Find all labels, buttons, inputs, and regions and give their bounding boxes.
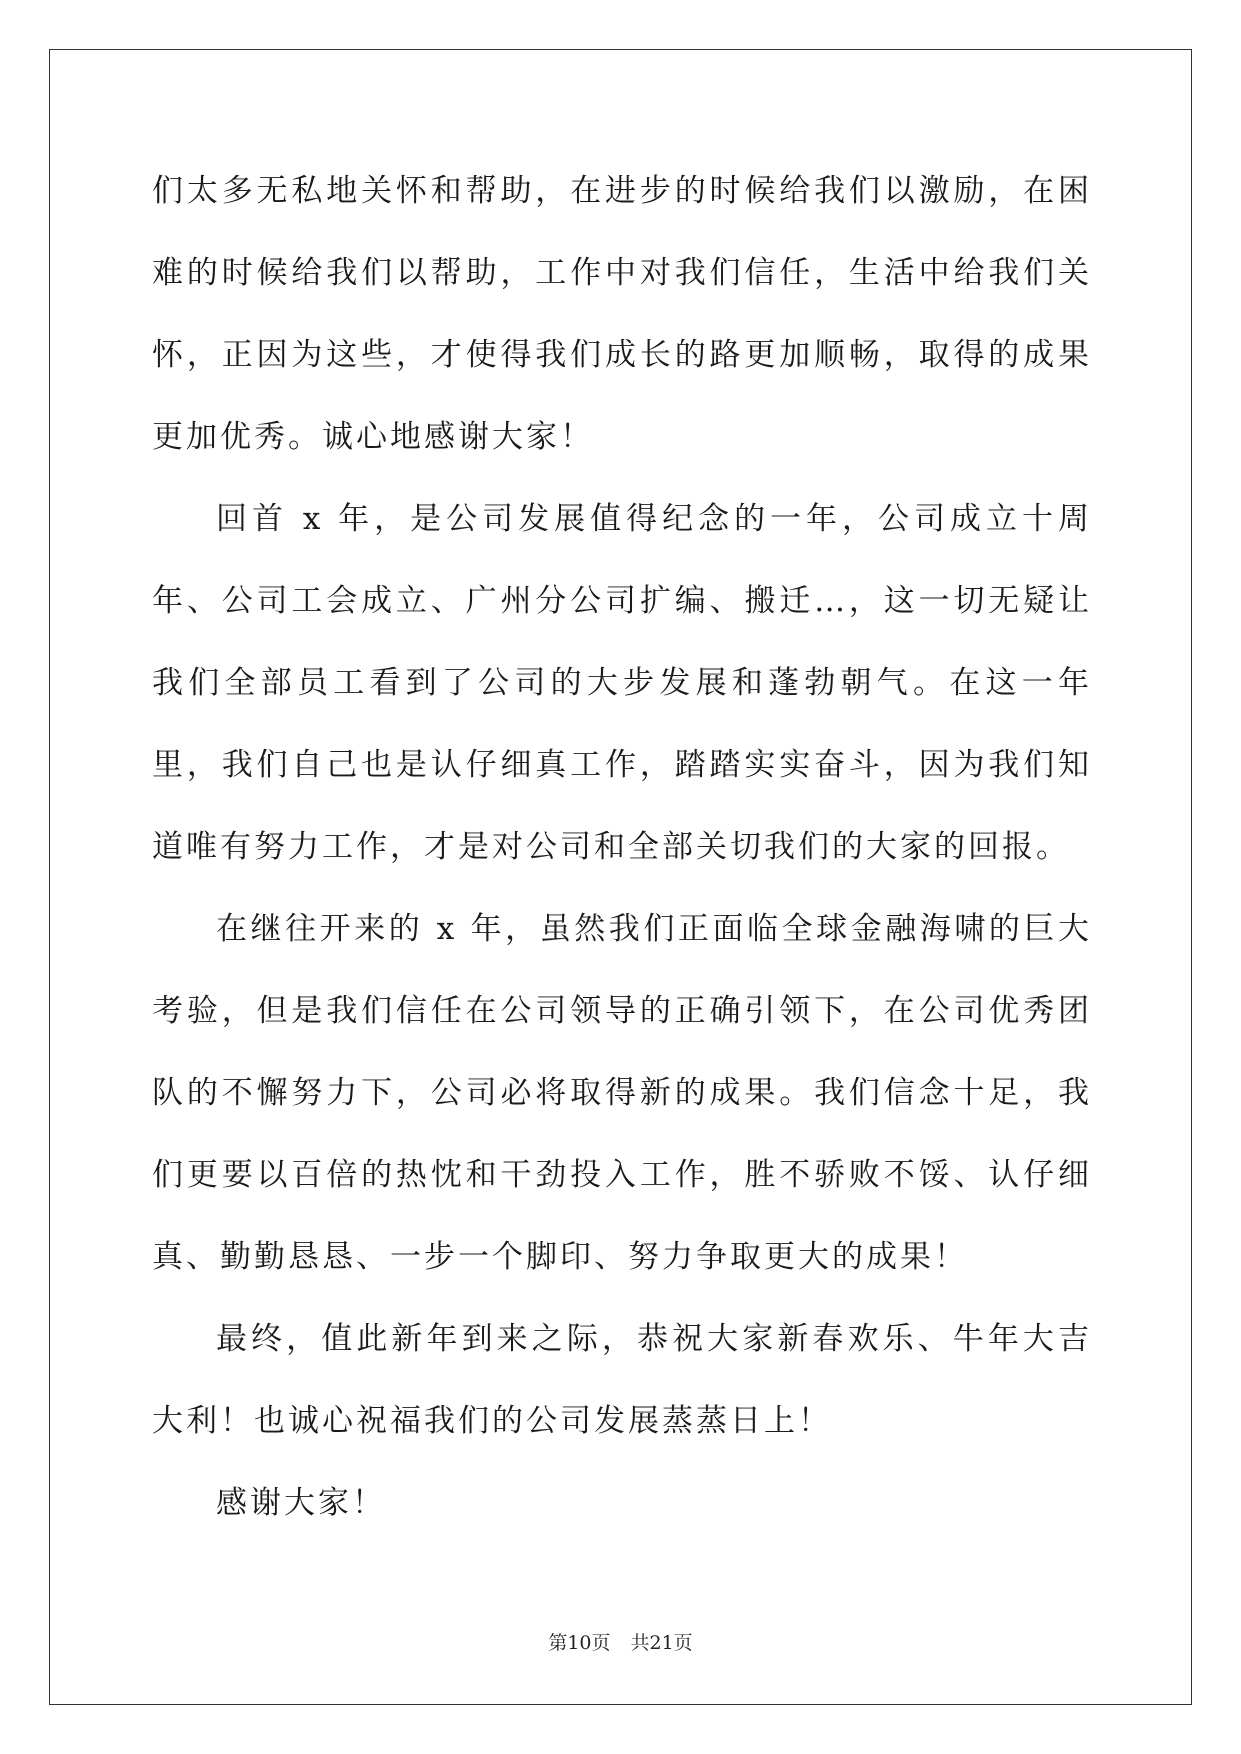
paragraph-wishes: 最终，值此新年到来之际，恭祝大家新春欢乐、牛年大吉大利！也诚心祝福我们的公司发展蒸蒸日上！ <box>152 1321 1092 1439</box>
paragraph-thanks: 感谢大家！ <box>216 1485 386 1521</box>
page-footer <box>0 1628 1241 1655</box>
paragraph-outlook: 在继往开来的 x 年，虽然我们正面临全球金融海啸的巨大考验，但是我们信任在公司领导的正确引领下，在公司优秀团队的不懈努力下，公司必将取得新的成果。我们信念十足，我们更要以百倍的热忱和干劲投入工作，胜不骄败不馁、认仔细真、勤勤恳恳、一步一个脚印、努力争取更大的成果！ <box>152 911 1092 1275</box>
document-body <box>152 150 1092 1544</box>
paragraph-continuation: 们太多无私地关怀和帮助，在进步的时候给我们以激励，在困难的时候给我们以帮助，工作中对我们信任，生活中给我们关怀，正因为这些，才使得我们成长的路更加顺畅，取得的成果更加优秀。诚心地感谢大家！ <box>152 173 1092 455</box>
page-number: 第10页 <box>548 1632 611 1654</box>
page-total: 共21页 <box>630 1632 693 1654</box>
paragraph-review: 回首 x 年，是公司发展值得纪念的一年，公司成立十周年、公司工会成立、广州分公司扩编、搬迁…，这一切无疑让我们全部员工看到了公司的大步发展和蓬勃朝气。在这一年里，我们自己也是认仔细真工作，踏踏实实奋斗，因为我们知道唯有努力工作，才是对公司和全部关切我们的大家的回报。 <box>152 501 1092 865</box>
